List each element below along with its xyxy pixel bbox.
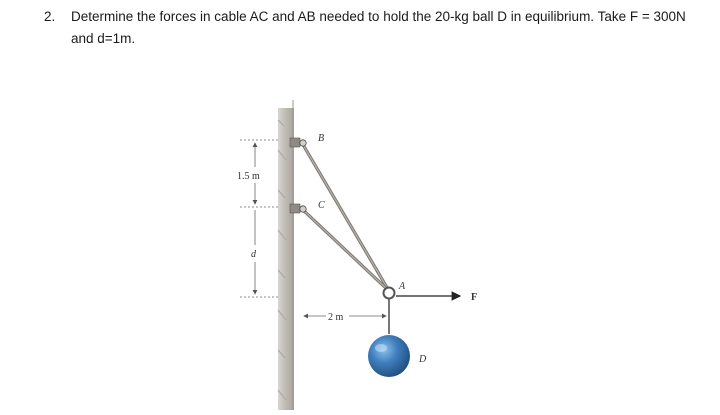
bracket-b: [290, 138, 306, 147]
force-label-f: F: [471, 292, 478, 303]
dimension-label-bc: 1.5 m: [237, 171, 260, 182]
point-label-a: A: [399, 281, 406, 292]
cables: [302, 143, 389, 291]
problem-number: 2.: [44, 9, 56, 24]
dimension-line-horizontal: [304, 301, 389, 316]
point-label-b: B: [318, 133, 325, 144]
bracket-c: [290, 204, 306, 213]
dimension-lines-vertical: [240, 140, 278, 297]
dimension-label-horizontal: 2 m: [328, 312, 344, 323]
ball-d: [368, 335, 410, 377]
ring-a: [384, 288, 395, 299]
dimension-label-d: d: [251, 249, 256, 260]
point-label-c: C: [318, 200, 325, 211]
point-label-d: D: [419, 354, 427, 365]
problem-text: Determine the forces in cable AC and AB needed to hold the 20-kg ball D in equilibrium. Take F = 300N and d=1m.: [71, 9, 686, 46]
